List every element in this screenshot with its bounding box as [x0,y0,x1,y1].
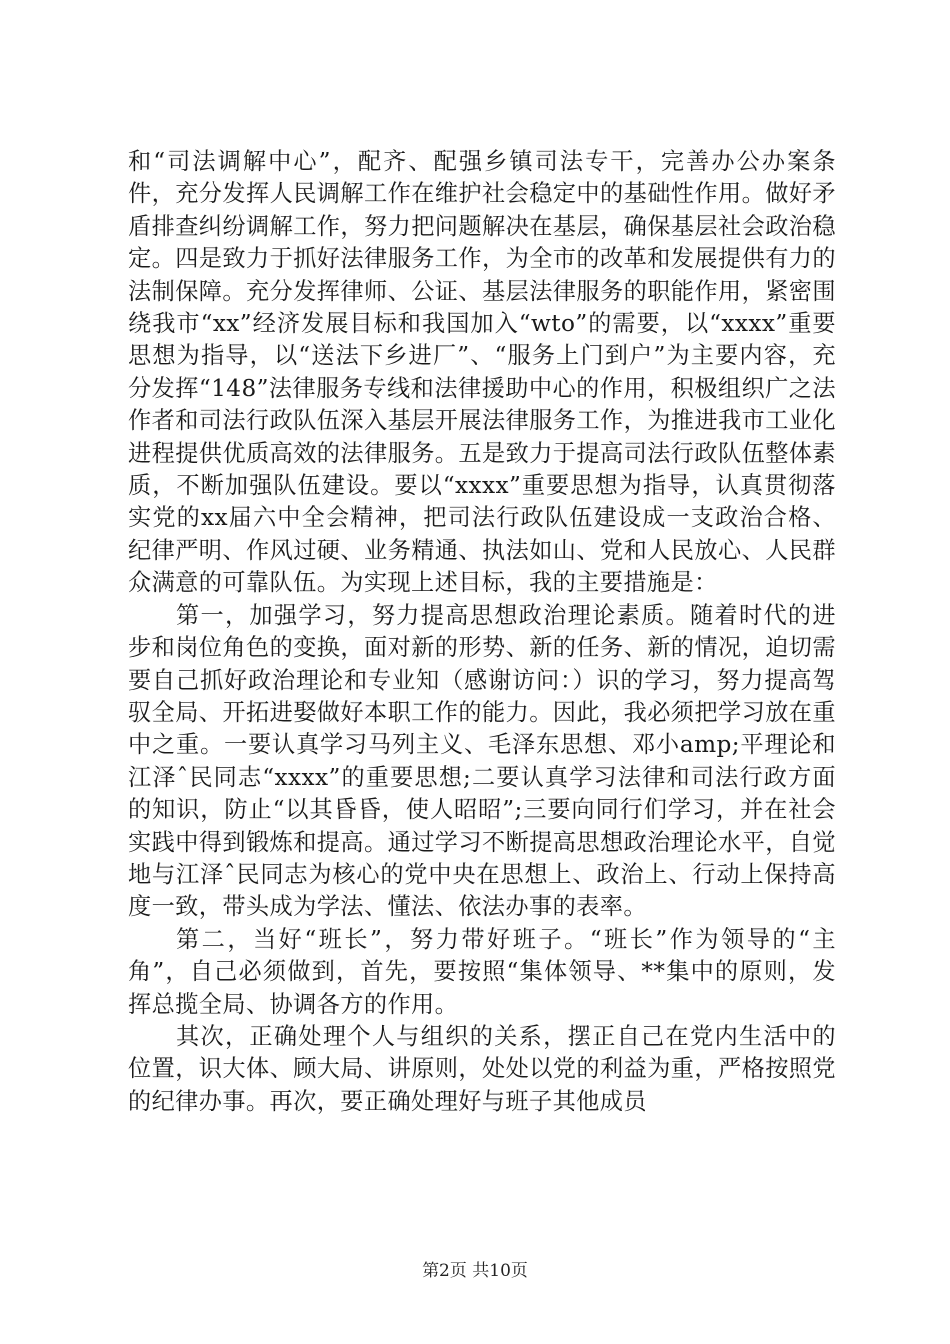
document-body [128,146,836,1118]
paragraph-4: 其次，正确处理个人与组织的关系，摆正自己在党内生活中的位置，识大体、顾大局、讲原则，处处以党的利益为重，严格按照党的纪律办事。再次，要正确处理好与班子其他成员 [128,1022,836,1115]
paragraph-1: 和“司法调解中心”，配齐、配强乡镇司法专干，完善办公办案条件，充分发挥人民调解工作在维护社会稳定中的基础性作用。做好矛盾排查纠纷调解工作，努力把问题解决在基层，确保基层社会政治稳定。四是致力于抓好法律服务工作，为全市的改革和发展提供有力的法制保障。充分发挥律师、公证、基层法律服务的职能作用，紧密围绕我市“xx”经济发展目标和我国加入“wto”的需要，以“xxxx”重要思想为指导，以“送法下乡进厂”、“服务上门到户”为主要内容，充分发挥“148”法律服务专线和法律援助中心的作用，积极组织广之法作者和司法行政队伍深入基层开展法律服务工作，为推进我市工业化进程提供优质高效的法律服务。五是致力于提高司法行政队伍整体素质，不断加强队伍建设。要以“xxxx”重要思想为指导，认真贯彻落实党的xx届六中全会精神，把司法行政队伍建设成一支政治合格、纪律严明、作风过硬、业务精通、执法如山、党和人民放心、人民群众满意的可靠队伍。为实现上述目标，我的主要措施是： [128,148,836,597]
page-footer: 第2页 共10页 [422,1261,528,1281]
paragraph-3: 第二，当好“班长”，努力带好班子。“班长”作为领导的“主角”，自己必须做到，首先，要按照“集体领导、**集中的原则，发挥总揽全局、协调各方的作用。 [128,925,836,1018]
paragraph-2: 第一，加强学习，努力提高思想政治理论素质。随着时代的进步和岗位角色的变换，面对新的形势、新的任务、新的情况，迫切需要自己抓好政治理论和专业知（感谢访问：）识的学习，努力提高驾驭全局、开拓进娶做好本职工作的能力。因此，我必须把学习放在重中之重。一要认真学习马列主义、毛泽东思想、邓小amp;平理论和江泽ˆ民同志“xxxx”的重要思想;二要认真学习法律和司法行政方面的知识，防止“以其昏昏，使人昭昭”;三要向同行们学习，并在社会实践中得到锻炼和提高。通过学习不断提高思想政治理论水平，自觉地与江泽ˆ民同志为核心的党中央在思想上、政治上、行动上保持高度一致，带头成为学法、懂法、依法办事的表率。 [128,601,836,921]
